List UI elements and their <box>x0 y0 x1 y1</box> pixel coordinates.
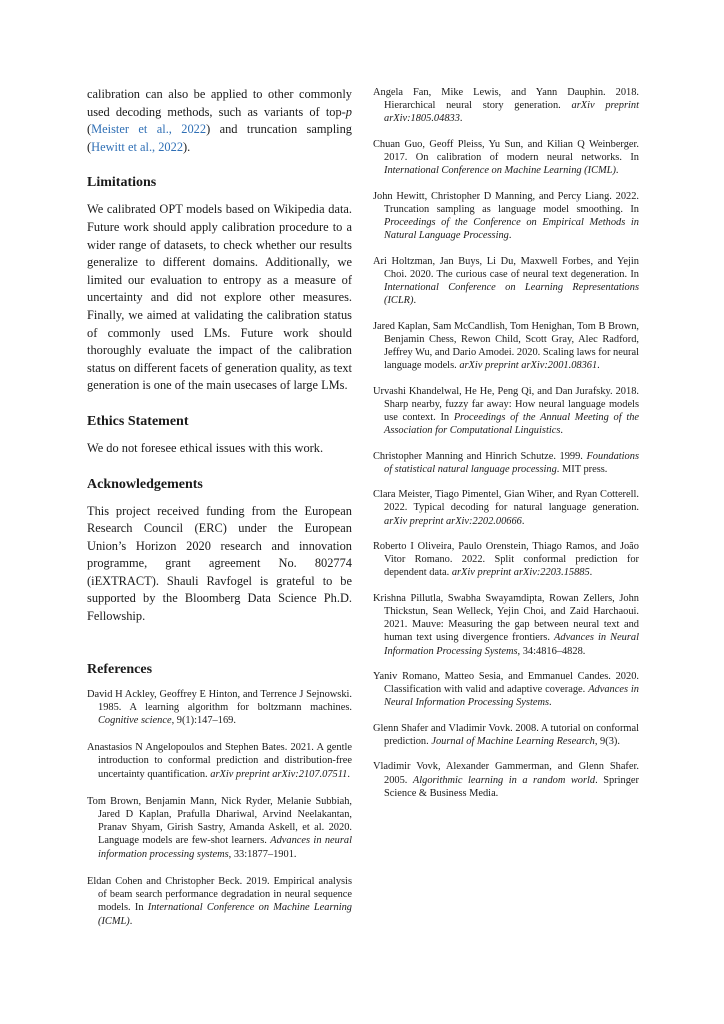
ethics-section <box>87 413 352 458</box>
reference-entry: Urvashi Khandelwal, He He, Peng Qi, and Dan Jurafsky. 2018. Sharp nearby, fuzzy far away: How neural language models use context. In Proceedings of the Annual Meeting of the Association for Computational Linguistics. <box>373 385 640 437</box>
reference-entry: Angela Fan, Mike Lewis, and Yann Dauphin. 2018. Hierarchical neural story generation. arXiv preprint arXiv:1805.04833. <box>373 87 639 125</box>
right-column <box>373 86 639 800</box>
citation-meister-2022[interactable]: Meister et al., 2022 <box>91 122 207 137</box>
reference-entry: Krishna Pillutla, Swabha Swayamdipta, Rowan Zellers, John Thickstun, Sean Welleck, Yejin Choi, and Zaid Harchaoui. 2021. Mauve: Measuring the gap between neural text and human text using divergence frontiers. Advances in Neural Information Processing Systems, 34:4816–4828. <box>373 592 639 657</box>
reference-entry: Ari Holtzman, Jan Buys, Li Du, Maxwell Forbes, and Yejin Choi. 2020. The curious case of neural text degeneration. In International Conference on Learning Representations (ICLR). <box>373 255 639 307</box>
limitations-text: We calibrated OPT models based on Wikipedia data. Future work should apply calibration procedure to a wider range of datasets, to check whether our results generalize to different domains. Additionally, we limited our evaluation to entropy as a measure of uncertainty and did not explore other measures. Finally, we aimed at validating the calibration status of commonly used LMs. Future work should thoroughly evaluate the impact of the calibration status on different facets of generation quality, as text generation is one of the main usecases of large LMs. <box>87 202 352 393</box>
references-heading: References <box>87 661 153 677</box>
reference-entry: Chuan Guo, Geoff Pleiss, Yu Sun, and Kilian Q Weinberger. 2017. On calibration of modern neural networks. In International Conference on Machine Learning (ICML). <box>373 138 639 177</box>
ethics-heading: Ethics Statement <box>87 413 189 429</box>
citation-hewitt-2022[interactable]: Hewitt et al., 2022 <box>91 139 184 154</box>
reference-entry: David H Ackley, Geoffrey E Hinton, and Terrence J Sejnowski. 1985. A learning algorithm for boltzmann machines. Cognitive science, 9(1):147–169. <box>87 688 352 727</box>
left-column <box>87 86 352 928</box>
reference-entry: Christopher Manning and Hinrich Schutze. 1999. Foundations of statistical natural language processing. MIT press. <box>373 450 639 475</box>
reference-entry: Glenn Shafer and Vladimir Vovk. 2008. A tutorial on conformal prediction. Journal of Machine Learning Research, 9(3). <box>373 722 639 747</box>
acknowledgements-section <box>87 476 352 626</box>
limitations-section <box>87 174 352 395</box>
ethics-text: We do not foresee ethical issues with this work. <box>87 440 324 455</box>
reference-list-right <box>373 86 639 800</box>
reference-entry: Yaniv Romano, Matteo Sesia, and Emmanuel Candes. 2020. Classification with valid and adaptive coverage. Advances in Neural Information Processing Systems. <box>373 670 639 709</box>
limitations-heading: Limitations <box>87 175 157 191</box>
reference-entry: Eldan Cohen and Christopher Beck. 2019. Empirical analysis of beam search performance degradation in neural sequence models. In International Conference on Machine Learning (ICML). <box>87 875 352 927</box>
reference-entry: Roberto I Oliveira, Paulo Orenstein, Thiago Ramos, and João Vitor Romano. 2022. Split conformal prediction for dependent data. arXiv preprint arXiv:2203.15885. <box>373 540 639 579</box>
reference-entry: Vladimir Vovk, Alexander Gammerman, and Glenn Shafer. 2005. Algorithmic learning in a random world. Springer Science & Business Media. <box>373 761 639 799</box>
reference-list-left <box>87 688 352 928</box>
reference-entry: Jared Kaplan, Sam McCandlish, Tom Henighan, Tom B Brown, Benjamin Chess, Rewon Child, Scott Gray, Alec Radford, Jeffrey Wu, and Dario Amodei. 2020. Scaling laws for neural language models. arXiv preprint arXiv:2001.08361. <box>373 320 639 372</box>
acknowledgements-heading: Acknowledgements <box>87 476 203 492</box>
intro-paragraph: calibration can also be applied to other commonly used decoding methods, such as variants of top-p (Meister et al., 2022) and truncation sampling (Hewitt et al., 2022). <box>87 87 352 154</box>
acknowledgements-text: This project received funding from the European Research Council (ERC) under the European Union’s Horizon 2020 research and innovation programme, grant agreement No. 802774 (iEXTRACT). Shauli Ravfogel is grateful to be supported by the Bloomberg Data Science Ph.D. Fellowship. <box>87 503 352 624</box>
reference-entry: John Hewitt, Christopher D Manning, and Percy Liang. 2022. Truncation sampling as language model smoothing. In Proceedings of the Conference on Empirical Methods in Natural Language Processing. <box>373 190 639 242</box>
reference-entry: Clara Meister, Tiago Pimentel, Gian Wiher, and Ryan Cotterell. 2022. Typical decoding for natural language generation. arXiv preprint arXiv:2202.00666. <box>373 489 639 527</box>
reference-entry: Tom Brown, Benjamin Mann, Nick Ryder, Melanie Subbiah, Jared D Kaplan, Prafulla Dhariwal, Arvind Neelakantan, Pranav Shyam, Girish Sastry, Amanda Askell, et al. 2020. Language models are few-shot learners. Advances in neural information processing systems, 33:1877–1901. <box>87 795 352 860</box>
reference-entry: Anastasios N Angelopoulos and Stephen Bates. 2021. A gentle introduction to conformal prediction and distribution-free uncertainty quantification. arXiv preprint arXiv:2107.07511. <box>87 742 352 780</box>
